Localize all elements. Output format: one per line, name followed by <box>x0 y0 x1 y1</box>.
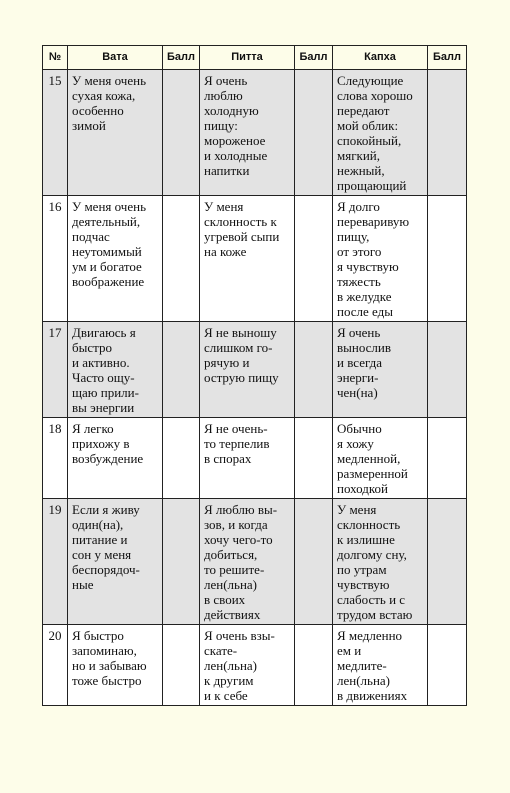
table-row <box>43 418 467 499</box>
vata-score-cell[interactable] <box>163 322 200 418</box>
kapha-statement: Я долго переваривую пищу, от этого я чувствую тяжесть в желудке после еды <box>333 196 428 322</box>
vata-score-cell[interactable] <box>163 499 200 625</box>
pitta-statement: У меня склонность к угревой сыпи на коже <box>200 196 295 322</box>
kapha-statement: У меня склонность к излишне долгому сну, по утрам чувствую слабость и с трудом встаю <box>333 499 428 625</box>
header-num: № <box>43 46 68 70</box>
row-number: 20 <box>43 625 68 706</box>
kapha-statement: Следующие слова хорошо передают мой облик: спокойный, мягкий, нежный, прощающий <box>333 70 428 196</box>
pitta-statement: Я очень люблю холодную пищу: мороженое и холодные напитки <box>200 70 295 196</box>
row-number: 17 <box>43 322 68 418</box>
pitta-score-cell[interactable] <box>295 196 333 322</box>
vata-score-cell[interactable] <box>163 418 200 499</box>
vata-statement: У меня очень деятельный, подчас неутомимый ум и богатое воображение <box>68 196 163 322</box>
table-row <box>43 322 467 418</box>
pitta-score-cell[interactable] <box>295 499 333 625</box>
header-vata: Вата <box>68 46 163 70</box>
vata-statement: У меня очень сухая кожа, особенно зимой <box>68 70 163 196</box>
table-row <box>43 625 467 706</box>
pitta-score-cell[interactable] <box>295 322 333 418</box>
kapha-score-cell[interactable] <box>428 625 467 706</box>
dosha-questionnaire-table <box>42 45 467 706</box>
vata-statement: Я быстро запоминаю, но и забываю тоже быстро <box>68 625 163 706</box>
table-row <box>43 196 467 322</box>
kapha-statement: Обычно я хожу медленной, размеренной походкой <box>333 418 428 499</box>
row-number: 19 <box>43 499 68 625</box>
pitta-statement: Я очень взы- скате- лен(льна) к другим и к себе <box>200 625 295 706</box>
pitta-statement: Я не выношу слишком го- рячую и острую пищу <box>200 322 295 418</box>
kapha-score-cell[interactable] <box>428 196 467 322</box>
pitta-statement: Я люблю вы- зов, и когда хочу чего-то добиться, то решите- лен(льна) в своих действиях <box>200 499 295 625</box>
header-pitta: Питта <box>200 46 295 70</box>
row-number: 18 <box>43 418 68 499</box>
pitta-score-cell[interactable] <box>295 625 333 706</box>
vata-score-cell[interactable] <box>163 70 200 196</box>
header-ball-vata: Балл <box>163 46 200 70</box>
pitta-score-cell[interactable] <box>295 70 333 196</box>
vata-statement: Двигаюсь я быстро и активно. Часто ощу- щаю прили- вы энергии <box>68 322 163 418</box>
pitta-score-cell[interactable] <box>295 418 333 499</box>
vata-score-cell[interactable] <box>163 196 200 322</box>
table-row <box>43 499 467 625</box>
kapha-statement: Я очень вынослив и всегда энерги- чен(на) <box>333 322 428 418</box>
header-ball-pitta: Балл <box>295 46 333 70</box>
header-ball-kapha: Балл <box>428 46 467 70</box>
kapha-score-cell[interactable] <box>428 418 467 499</box>
kapha-score-cell[interactable] <box>428 70 467 196</box>
header-kapha: Капха <box>333 46 428 70</box>
dosha-table-container <box>42 45 467 706</box>
pitta-statement: Я не очень- то терпелив в спорах <box>200 418 295 499</box>
vata-statement: Я легко прихожу в возбуждение <box>68 418 163 499</box>
kapha-score-cell[interactable] <box>428 322 467 418</box>
vata-score-cell[interactable] <box>163 625 200 706</box>
kapha-statement: Я медленно ем и медлите- лен(льна) в движениях <box>333 625 428 706</box>
row-number: 16 <box>43 196 68 322</box>
vata-statement: Если я живу один(на), питание и сон у меня беспорядоч- ные <box>68 499 163 625</box>
table-row <box>43 70 467 196</box>
row-number: 15 <box>43 70 68 196</box>
header-row <box>43 46 467 70</box>
kapha-score-cell[interactable] <box>428 499 467 625</box>
